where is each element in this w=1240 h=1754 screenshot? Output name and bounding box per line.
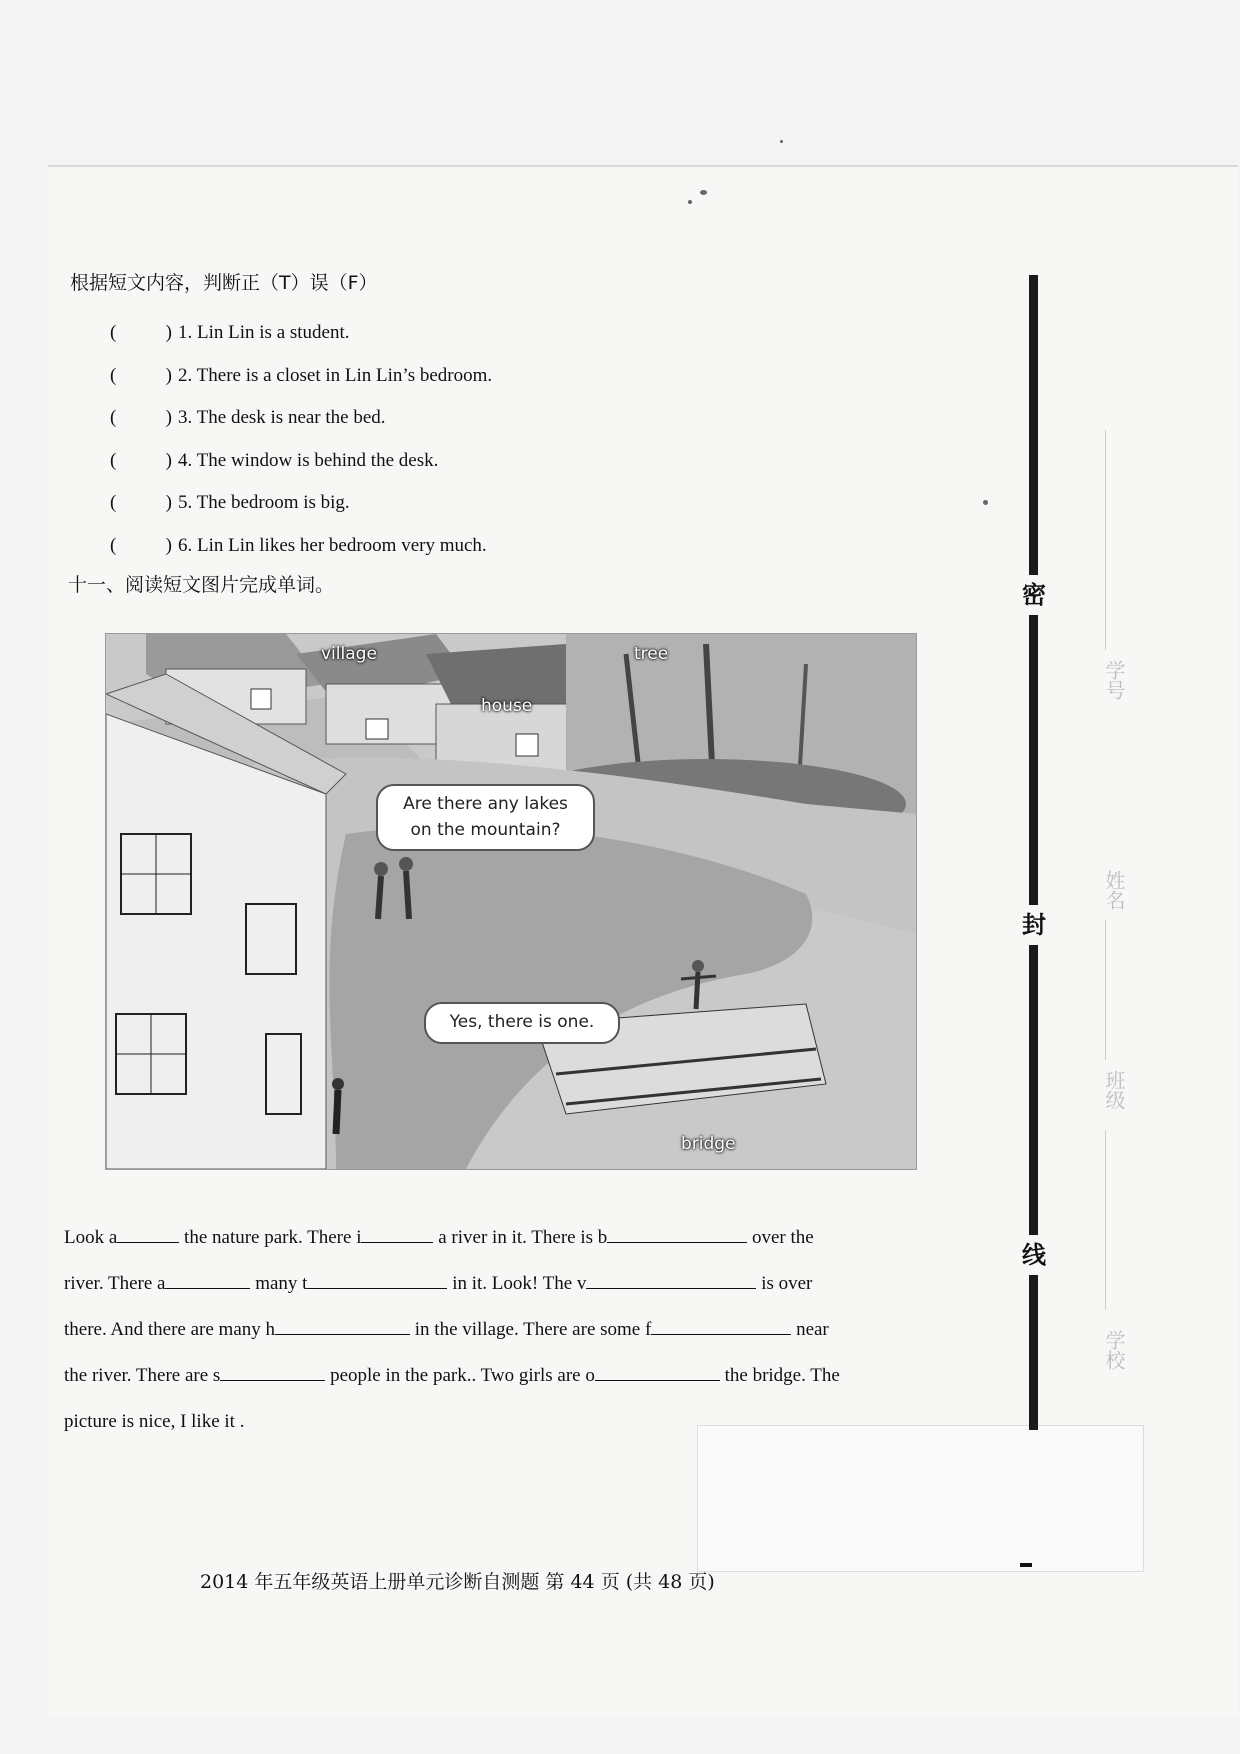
section-title: 根据短文内容，判断正（T）误（F） <box>70 272 378 294</box>
reading-section-title: 十一、阅读短文图片完成单词。 <box>68 574 335 596</box>
statement: 4. The window is behind the desk. <box>178 449 439 471</box>
paper-patch <box>697 1425 1144 1572</box>
passage-text: there. And there are many h <box>64 1319 276 1340</box>
list-item <box>110 312 492 355</box>
answer-blank[interactable] <box>110 322 172 344</box>
faded-side-label: 学校 <box>1102 1330 1126 1370</box>
nature-park-illustration <box>105 633 917 1170</box>
word-blank[interactable] <box>586 1270 756 1289</box>
speech-bubble-answer: Yes, there is one. <box>424 1002 620 1044</box>
passage-text: the river. There are s <box>64 1365 221 1386</box>
faded-side-label: 班级 <box>1102 1070 1126 1110</box>
faded-side-label: 姓名 <box>1102 870 1126 910</box>
label-house: house <box>481 696 533 716</box>
word-blank[interactable] <box>651 1316 791 1335</box>
passage-text: the nature park. There i <box>179 1227 362 1248</box>
binding-mark-seal: 密 <box>1016 575 1052 615</box>
passage-text: the bridge. The <box>719 1365 840 1386</box>
passage-text: picture is nice, I like it . <box>64 1411 245 1432</box>
list-item <box>110 525 492 568</box>
passage-text: many t <box>250 1273 308 1294</box>
word-blank[interactable] <box>361 1224 433 1243</box>
binding-mark-line: 线 <box>1016 1235 1052 1275</box>
bubble-question-line: Are there any lakes <box>403 794 568 814</box>
faded-side-label: 学号 <box>1102 660 1126 700</box>
statement: 5. The bedroom is big. <box>178 492 350 514</box>
ink-speck <box>700 190 707 195</box>
answer-blank[interactable] <box>110 407 172 429</box>
word-blank[interactable] <box>117 1224 179 1243</box>
passage-text: river. There a <box>64 1273 166 1294</box>
word-blank[interactable] <box>307 1270 447 1289</box>
answer-blank[interactable] <box>110 365 172 387</box>
word-blank[interactable] <box>275 1316 410 1335</box>
statement: 2. There is a closet in Lin Lin’s bedroom. <box>178 364 493 386</box>
passage-text: is over <box>756 1273 813 1294</box>
label-village: village <box>321 644 377 664</box>
statement: 3. The desk is near the bed. <box>178 407 386 429</box>
word-blank[interactable] <box>220 1362 325 1381</box>
fill-in-passage <box>64 1215 924 1445</box>
faded-rule <box>1105 1130 1106 1310</box>
statement: 1. Lin Lin is a student. <box>178 322 350 344</box>
word-blank[interactable] <box>595 1362 720 1381</box>
list-item <box>110 397 492 440</box>
ink-speck <box>688 200 692 204</box>
true-false-list <box>110 312 492 567</box>
binding-mark-closed: 封 <box>1016 905 1052 945</box>
bubble-question-line: on the mountain? <box>410 819 561 840</box>
answer-blank[interactable] <box>110 450 172 472</box>
faded-rule <box>1105 430 1106 650</box>
passage-text: people in the park.. Two girls are o <box>325 1365 595 1386</box>
passage-text: over the <box>747 1227 814 1248</box>
answer-blank[interactable] <box>110 535 172 557</box>
ink-speck <box>983 500 988 505</box>
list-item <box>110 482 492 525</box>
passage-text: Look a <box>64 1227 118 1248</box>
faded-rule <box>1105 920 1106 1060</box>
list-item <box>110 440 492 483</box>
passage-text: in it. Look! The v <box>447 1273 587 1294</box>
list-item <box>110 355 492 398</box>
label-tree: tree <box>634 644 669 664</box>
word-blank[interactable] <box>165 1270 250 1289</box>
page-footer: 2014 年五年级英语上册单元诊断自测题 第 44 页 (共 48 页) <box>200 1571 715 1593</box>
binding-end-mark <box>1020 1563 1032 1567</box>
statement: 6. Lin Lin likes her bedroom very much. <box>178 534 487 556</box>
speech-bubble-question <box>376 784 595 851</box>
word-blank[interactable] <box>607 1224 747 1243</box>
answer-blank[interactable] <box>110 492 172 514</box>
passage-text: near <box>791 1319 829 1340</box>
passage-text: a river in it. There is b <box>433 1227 608 1248</box>
label-bridge: bridge <box>681 1134 736 1154</box>
passage-text: in the village. There are some f <box>410 1319 652 1340</box>
ink-speck <box>780 140 783 143</box>
